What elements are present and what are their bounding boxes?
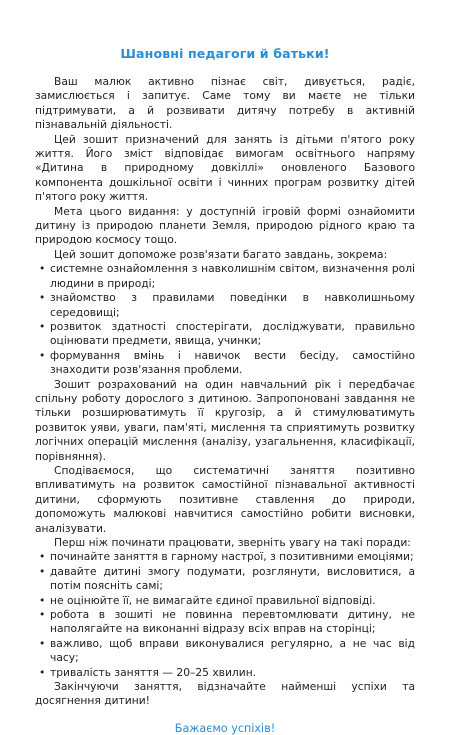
body-text xyxy=(35,75,415,709)
list-item: • починайте заняття в гарному настрої, з позитивними емоціями; xyxy=(35,550,415,564)
paragraph-tips-intro: Перш ніж починати працювати, зверніть увагу на такі поради: xyxy=(54,536,411,549)
list-item: • робота в зошиті не повинна перевтомлювати дитину, не наполягайте на виконанні відразу всіх вправ на сторінці; xyxy=(35,608,415,637)
list-item: • знайомство з правилами поведінки в навколишньому середовищі; xyxy=(35,291,415,320)
paragraph-goal: Мета цього видання: у доступній ігровій формі ознайомити дитину із природою планети Земля, природою рідного краю та природою космосу тощо. xyxy=(35,204,415,247)
tips-list xyxy=(35,550,415,680)
list-item: • розвиток здатності спостерігати, досліджувати, правильно оцінювати предмети, явища, учинки; xyxy=(35,320,415,349)
list-item: • важливо, щоб вправи виконувалися регулярно, а не час від часу; xyxy=(35,637,415,666)
paragraph-hope: Сподіваємося, що систематичні заняття позитивно впливатимуть на розвиток самостійної пізнавальної активності дитини, сформують позитивне ставлення до природи, допоможуть малюкові навчитися самостійно робити висновки, аналізувати. xyxy=(35,463,415,535)
paragraph-purpose: Цей зошит призначений для занять із дітьми п'ятого року життя. Його зміст відповідає вимогам освітнього напряму «Дитина в природному довкіллі» оновленого Базового компонента дошкільної освіти і чинних програм розвитку дітей п'ятого року життя. xyxy=(35,132,415,204)
paragraph-workbook: Зошит розрахований на один навчальний рік і передбачає спільну роботу дорослого з дитиною. Запропоновані завдання не тільки розширюватимуть її кругозір, а й стимулюватимуть розвиток уяви, уваги, пам'яті, мислення та сприятимуть розвитку логічних операцій мислення (аналізу, узагальнення, класифікації, порівняння). xyxy=(35,377,415,463)
list-item: • давайте дитині змогу подумати, розглянути, висловитися, а потім поясніть самі; xyxy=(35,565,415,594)
list-item: • системне ознайомлення з навколишнім світом, визначення ролі людини в природі; xyxy=(35,262,415,291)
list-item: • тривалість заняття — 20–25 хвилин. xyxy=(35,666,415,680)
list-item: • не оцінюйте її, не вимагайте єдиної правильної відповіді. xyxy=(35,594,415,608)
paragraph-intro: Ваш малюк активно пізнає світ, дивується, радіє, замислюється і запитує. Саме тому ви маєте не тільки підтримувати, а й розвивати дитячу потребу в активній пізнавальній діяльності. xyxy=(35,75,415,132)
paragraph-tasks-intro: Цей зошит допоможе розв'язати багато завдань, зокрема: xyxy=(54,247,388,261)
page-title: Шановні педагоги й батьки! xyxy=(120,46,330,61)
closing-wish: Бажаємо успіхів! xyxy=(174,721,276,735)
paragraph-closing: Закінчуючи заняття, відзначайте найменші успіхи та досягнення дитини! xyxy=(35,680,415,708)
list-item: • формування вмінь і навичок вести бесіду, самостійно знаходити розв'язання проблеми. xyxy=(35,349,415,378)
tasks-list xyxy=(35,262,415,377)
